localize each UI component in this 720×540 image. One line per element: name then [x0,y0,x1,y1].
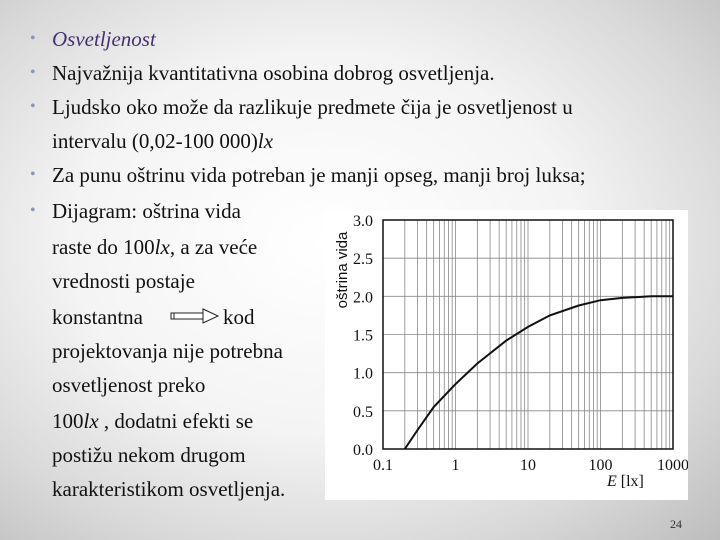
x-axis-label-unit: [lx] [620,473,644,490]
acuity-chart [325,210,688,500]
x-tick-label: 100 [588,457,613,474]
bullet-3-text: Za punu oštrinu vida potreban je manji opseg, manji broj luksa; [52,163,586,187]
diagram-line-8: karakteristikom osvetljenja. [52,477,286,501]
bullet-2-cont-text: intervalu (0,02-100 000) [52,129,258,153]
diagram-line-3a: konstantna [52,305,143,329]
x-tick-label: 10 [520,457,536,474]
x-tick-label: 1000 [657,457,688,474]
diagram-line-3b: kod [223,305,255,329]
x-tick-label: 0.1 [373,457,393,474]
x-tick-label: 1 [451,457,460,474]
diagram-line-6 [52,404,253,438]
chart-panel [325,210,688,500]
y-tick-label: 1.0 [353,365,373,383]
y-tick-label: 0.0 [353,442,373,459]
page-number: 24 [670,517,682,531]
bullet-1-text: Najvažnija kvantitativna osobina dobrog osvetljenja. [52,61,495,85]
bullet-2-continuation [52,124,273,158]
bullet-2-text: Ljudsko oko može da razlikuje predmete čija je osvetljenost u [52,95,573,119]
unit-lx: lx [154,235,170,259]
y-tick-label: 2.0 [353,289,373,307]
diagram-text-6a: 100 [52,409,84,433]
diagram-line-4: projektovanja nije potrebna [52,339,283,363]
diagram-text-1a: raste do 100 [52,235,155,259]
bullet-dot-icon: • [30,202,36,219]
diagram-line-7: postižu nekom drugom [52,443,246,467]
diagram-line-2: vrednosti postaje [52,269,195,293]
bullet-dot-icon: • [30,166,36,183]
x-axis-label [606,473,644,490]
bullet-4-text: Dijagram: oštrina vida [52,199,241,223]
y-axis-label: oštrina vida [334,231,351,309]
y-tick-label: 0.5 [353,403,373,421]
x-axis-label-e: E [607,473,617,490]
diagram-line-1 [52,230,257,264]
bullet-dot-icon: • [30,64,36,81]
bullet-dot-icon: • [30,98,36,115]
unit-lx: lx [257,129,274,153]
y-tick-label: 3.0 [353,213,373,230]
y-tick-labels [353,213,373,459]
bullet-dot-icon: • [30,30,36,47]
y-tick-label: 1.5 [353,327,373,345]
diagram-line-5: osvetljenost preko [52,373,206,397]
diagram-text-6b: , dodatni efekti se [98,409,254,433]
diagram-text-1b: , a za veće [169,235,258,259]
y-tick-label: 2.5 [353,251,373,269]
x-tick-labels [373,457,688,474]
unit-lx: lx [83,409,99,433]
right-arrow-icon [170,306,220,326]
chart-grid [383,220,673,449]
slide-title: Osvetljenost [52,27,156,51]
